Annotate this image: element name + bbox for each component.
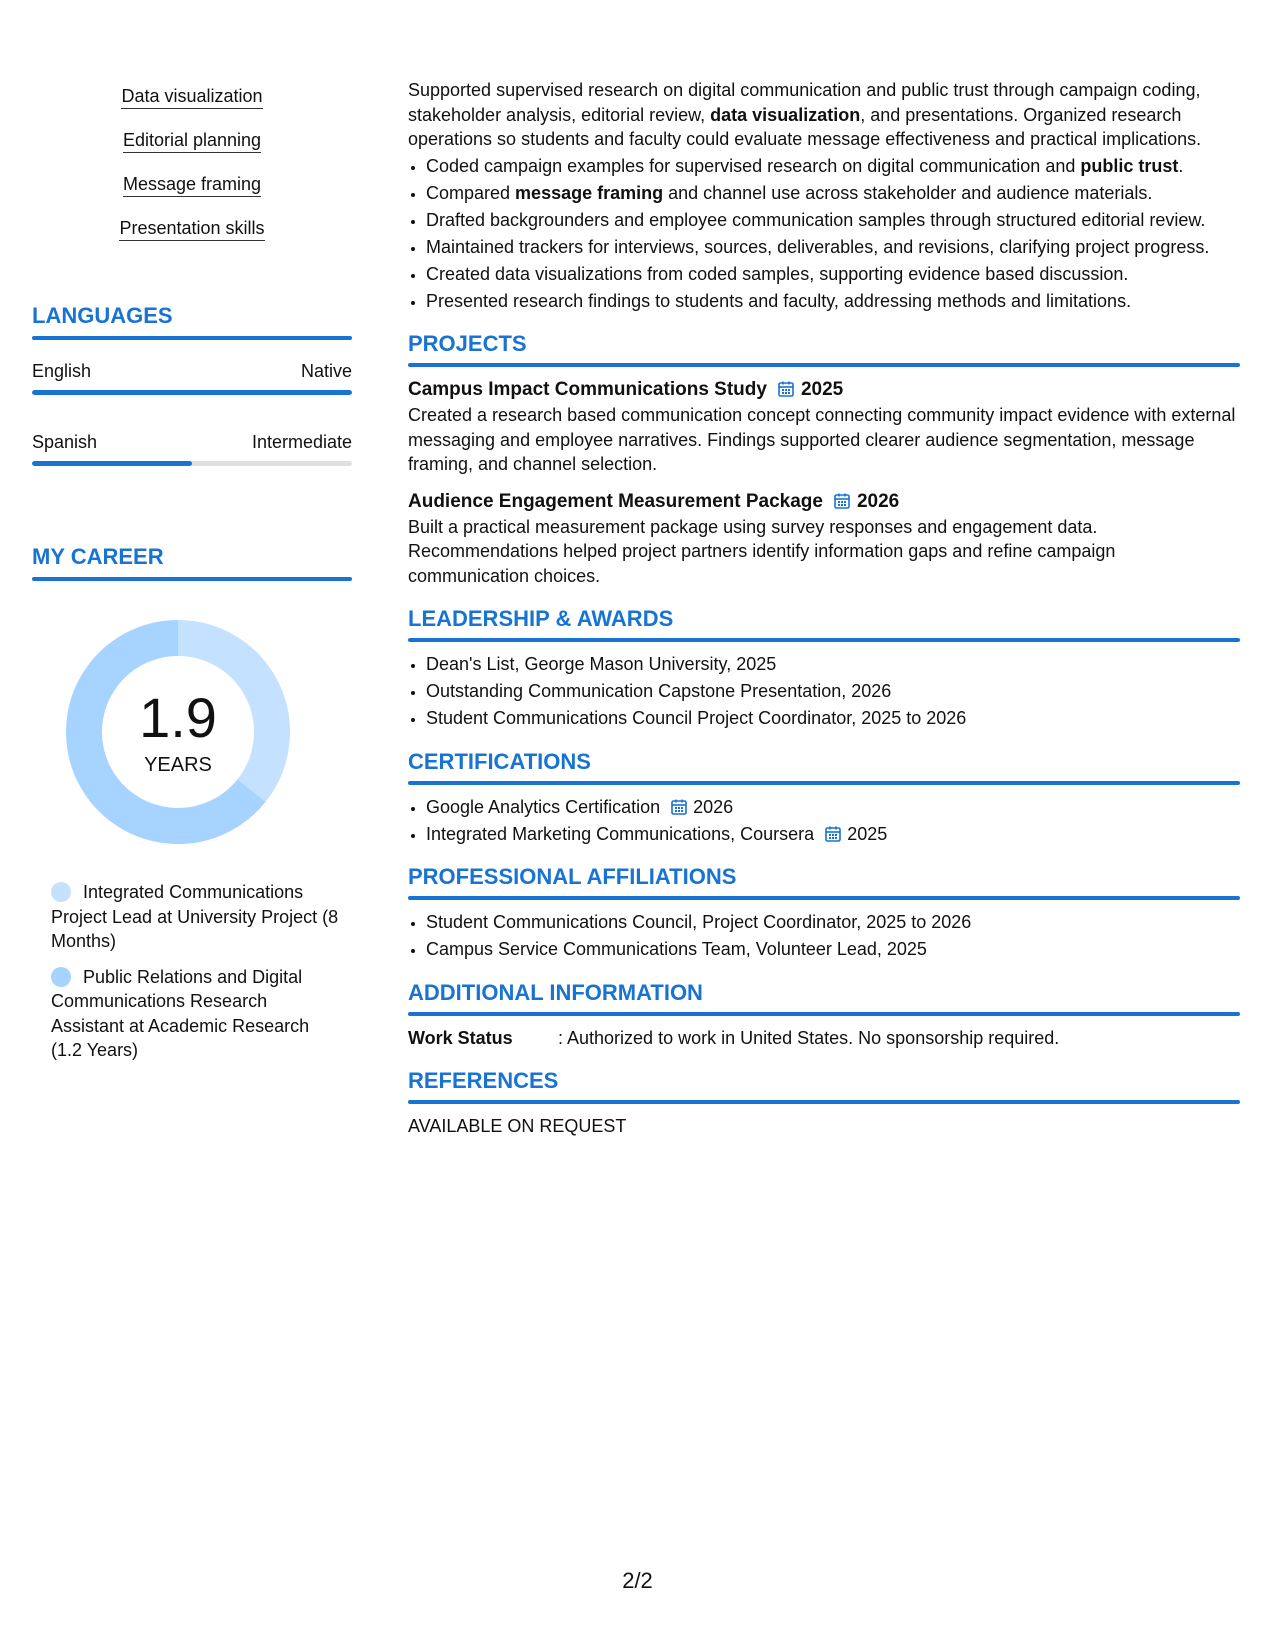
language-bar-fill (32, 461, 192, 466)
project-name: Campus Impact Communications Study (408, 379, 767, 400)
languages-section (32, 302, 352, 466)
experience-summary: Supported supervised research on digital communication and public trust through campaign coding, stakeholder analysis, editorial review, data visualization, and presentations. Organized research operations so students and faculty could evaluate message effectiveness and practical implications. (408, 80, 1202, 149)
info-label: Work Status (408, 1027, 513, 1048)
info-row (408, 1026, 1240, 1051)
project-name: Audience Engagement Measurement Package (408, 490, 823, 512)
calendar-icon (670, 797, 688, 817)
section-rule (408, 896, 1240, 900)
cert-name: Google Analytics Certification (426, 796, 661, 817)
list-item: • Dean's List, George Mason University, 2025 (426, 652, 1240, 677)
skill-item: Message framing (123, 173, 261, 197)
language-name: English (32, 361, 92, 381)
list-item: • Drafted backgrounders and employee communication samples through structured editorial review. (426, 208, 1240, 233)
page-number: 2/2 (622, 1568, 653, 1593)
skill-item: Editorial planning (123, 129, 261, 153)
list-item: • Campus Service Communications Team, Volunteer Lead, 2025 (426, 937, 1240, 962)
section-rule (408, 363, 1240, 367)
section-rule (32, 336, 352, 340)
project-description: Created a research based communication concept connecting community impact evidence with external messaging and employee narratives. Findings supported clearer audience segmentation, message framing, and channel selection. (408, 405, 1236, 474)
info-value: : Authorized to work in United States. No sponsorship required. (558, 1027, 1060, 1048)
additional-section (408, 980, 1240, 1051)
languages-title: LANGUAGES (32, 303, 173, 328)
references-text: AVAILABLE ON REQUEST (408, 1116, 627, 1136)
career-section (32, 543, 352, 581)
certifications-title: CERTIFICATIONS (408, 748, 591, 774)
skill-item: Presentation skills (119, 217, 264, 241)
language-name: Spanish (32, 432, 98, 452)
career-legend-item (51, 880, 341, 954)
project-year: 2026 (856, 490, 900, 512)
project-item (408, 489, 1240, 589)
skills-list (32, 85, 352, 261)
additional-title: ADDITIONAL INFORMATION (408, 979, 703, 1005)
references-title: REFERENCES (408, 1068, 559, 1093)
references-section (408, 1068, 1240, 1139)
section-rule (408, 1012, 1240, 1016)
section-rule (32, 577, 352, 581)
list-item (426, 822, 1240, 847)
list-item: • Student Communications Council, Project Coordinator, 2025 to 2026 (426, 910, 1240, 935)
section-rule (408, 638, 1240, 642)
language-bar (32, 390, 352, 395)
career-donut (66, 620, 290, 844)
language-level: Intermediate (251, 432, 352, 452)
career-total-value: 1.9 (139, 686, 217, 749)
list-item: • Student Communications Council Project Coordinator, 2025 to 2026 (426, 706, 1240, 731)
career-title: MY CAREER (32, 544, 164, 569)
language-level: Native (300, 361, 352, 381)
cert-name: Integrated Marketing Communications, Coursera (426, 823, 815, 844)
list-item: • Presented research findings to students and faculty, addressing methods and limitations. (426, 289, 1240, 314)
affiliations-section (408, 864, 1240, 962)
list-item: • Created data visualizations from coded samples, supporting evidence based discussion. (426, 262, 1240, 287)
calendar-icon (833, 489, 851, 515)
project-item (408, 377, 1240, 477)
projects-title: PROJECTS (408, 331, 527, 356)
legend-label: Integrated Communications Project Lead at University Project (8 Months) (51, 882, 339, 951)
certifications-section (408, 749, 1240, 847)
cert-year: 2025 (847, 823, 888, 844)
list-item: • Coded campaign examples for supervised research on digital communication and public trust. (426, 154, 1240, 179)
calendar-icon (824, 824, 842, 844)
experience-bullets (408, 154, 1240, 314)
list-item: • Maintained trackers for interviews, sources, deliverables, and revisions, clarifying project progress. (426, 235, 1240, 260)
career-legend (51, 880, 341, 1074)
language-item (32, 431, 352, 466)
leadership-section (408, 606, 1240, 731)
legend-label: Public Relations and Digital Communications Research Assistant at Academic Research (1.2 Years) (51, 966, 310, 1060)
list-item: • Compared message framing and channel use across stakeholder and audience materials. (426, 181, 1240, 206)
career-total-unit: YEARS (144, 754, 212, 776)
legend-dot (51, 882, 71, 902)
calendar-icon (777, 377, 795, 403)
list-item (426, 795, 1240, 820)
project-description: Built a practical measurement package using survey responses and engagement data. Recommendations helped project partners identify information gaps and refine campaign communication choices. (408, 516, 1116, 586)
language-bar-fill (32, 390, 352, 395)
right-column (408, 78, 1240, 1139)
projects-section (408, 331, 1240, 588)
affiliations-title: PROFESSIONAL AFFILIATIONS (408, 864, 737, 889)
career-legend-item (51, 965, 341, 1063)
language-bar (32, 461, 352, 466)
leadership-title: LEADERSHIP & AWARDS (408, 606, 674, 631)
skill-item: Data visualization (121, 85, 262, 109)
list-item: • Outstanding Communication Capstone Presentation, 2026 (426, 679, 1240, 704)
cert-year: 2026 (693, 796, 734, 817)
legend-dot (51, 967, 71, 987)
project-year: 2025 (800, 379, 844, 400)
section-rule (408, 1100, 1240, 1104)
language-item (32, 360, 352, 395)
section-rule (408, 781, 1240, 785)
